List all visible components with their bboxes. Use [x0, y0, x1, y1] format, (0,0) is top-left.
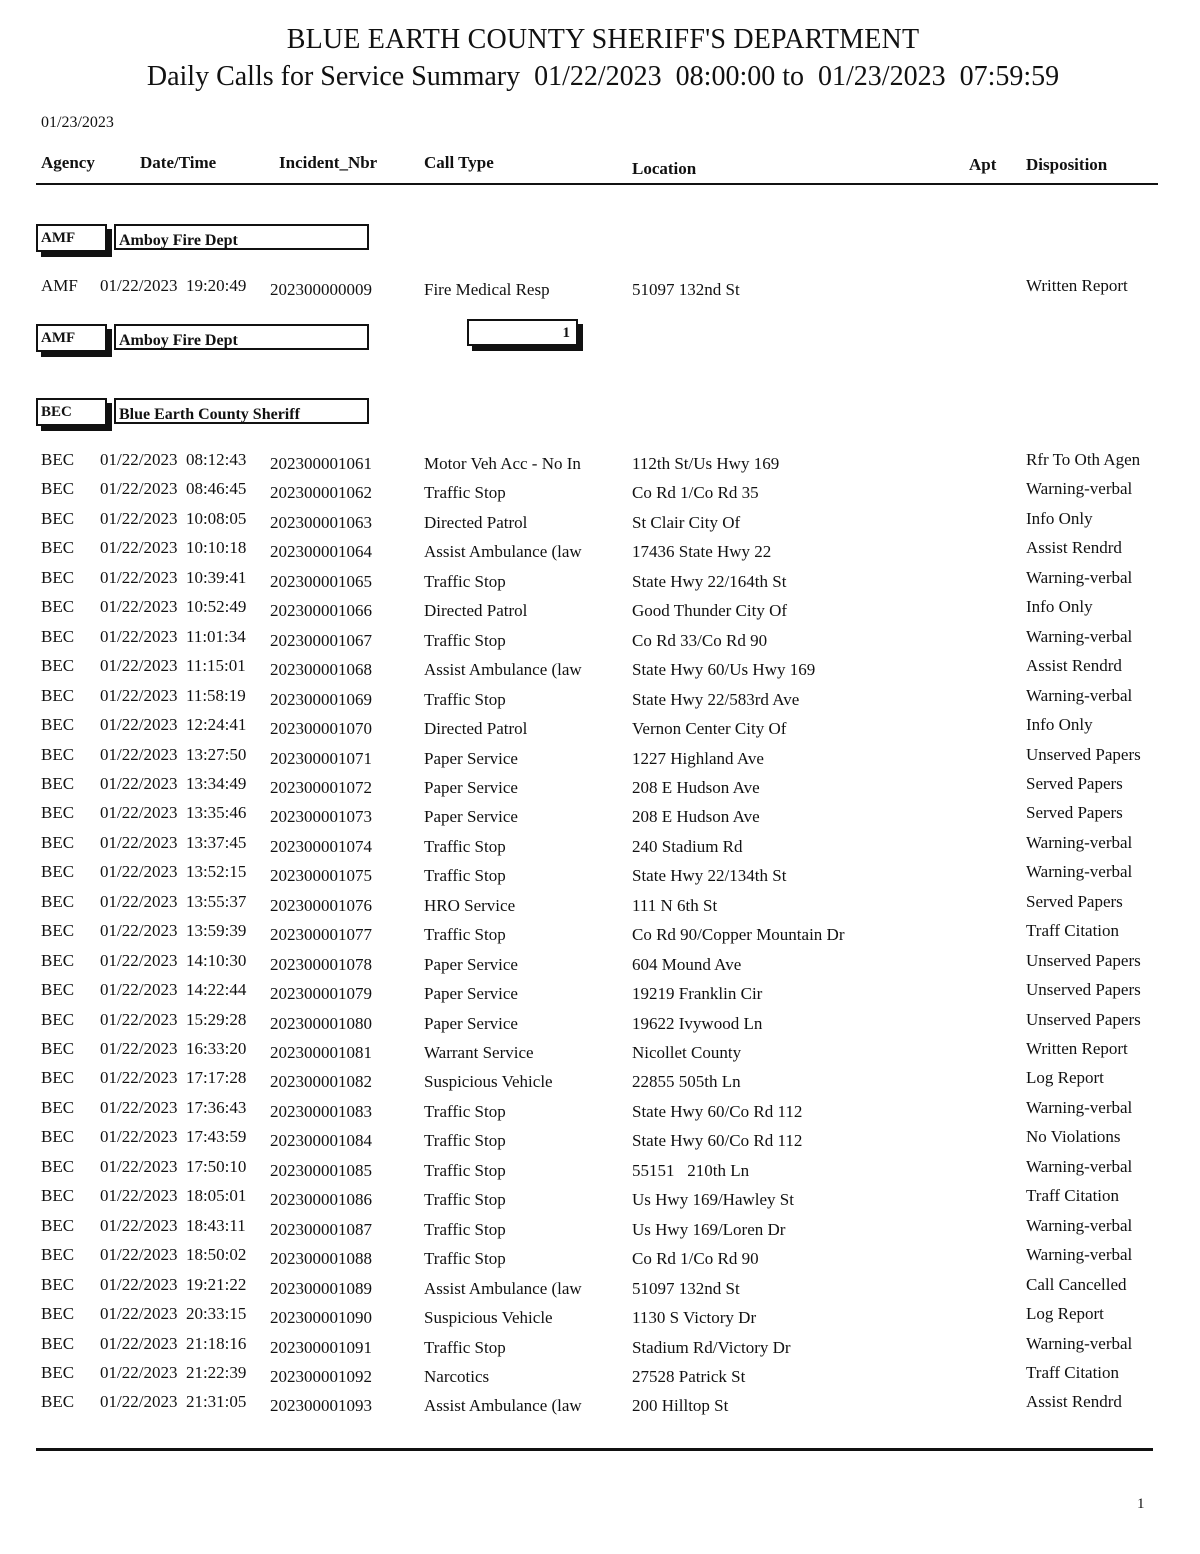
- table-row: [0, 1068, 1200, 1096]
- column-header-disposition: Disposition: [1026, 155, 1108, 174]
- incident-number-cell: 202300001090: [270, 1308, 372, 1328]
- disposition-cell: Unserved Papers: [1026, 1009, 1141, 1029]
- incident-number-cell: 202300001081: [270, 1043, 372, 1062]
- location-cell: Nicollet County: [632, 1043, 742, 1062]
- disposition-cell: Served Papers: [1026, 773, 1123, 793]
- location-cell: State Hwy 60/Co Rd 112: [632, 1101, 803, 1121]
- agency-cell: BEC: [41, 1009, 75, 1029]
- agency-cell: BEC: [41, 1186, 75, 1206]
- disposition-cell: Traff Citation: [1026, 1186, 1120, 1206]
- disposition-cell: Warning-verbal: [1026, 1215, 1133, 1235]
- table-row: [0, 1245, 1200, 1273]
- location-cell: 1130 S Victory Dr: [632, 1308, 757, 1328]
- datetime-cell: 01/22/2023 13:35:46: [100, 803, 247, 823]
- table-row: [0, 833, 1200, 861]
- column-header-agency: Agency: [41, 153, 95, 172]
- datetime-cell: 01/22/2023 17:50:10: [100, 1156, 247, 1176]
- call-type-cell: Traffic Stop: [424, 1131, 506, 1151]
- location-cell: 208 E Hudson Ave: [632, 807, 760, 827]
- disposition-cell: Written Report: [1026, 1039, 1128, 1058]
- table-row: [0, 951, 1200, 979]
- table-row: [0, 479, 1200, 507]
- table-row: [0, 862, 1200, 890]
- disposition-cell: Warning-verbal: [1026, 1156, 1133, 1176]
- table-row: [0, 1304, 1200, 1332]
- datetime-cell: 01/22/2023 14:10:30: [100, 950, 247, 970]
- agency-cell: BEC: [41, 1362, 75, 1382]
- incident-number-cell: 202300001079: [270, 984, 372, 1004]
- call-type-cell: Suspicious Vehicle: [424, 1308, 553, 1328]
- agency-cell: BEC: [41, 1245, 75, 1265]
- call-type-cell: Assist Ambulance (law: [424, 1278, 582, 1298]
- agency-cell: BEC: [41, 626, 75, 646]
- disposition-cell: Traff Citation: [1026, 921, 1120, 941]
- group-name-amf: Amboy Fire Dept: [114, 224, 369, 250]
- disposition-cell: Traff Citation: [1026, 1362, 1120, 1382]
- table-row: [0, 1098, 1200, 1126]
- table-row: [0, 450, 1200, 478]
- disposition-cell: Unserved Papers: [1026, 950, 1141, 970]
- disposition-cell: No Violations: [1026, 1127, 1121, 1147]
- table-row: [0, 627, 1200, 655]
- incident-number-cell: 202300001069: [270, 689, 372, 709]
- column-header-location: Location: [632, 159, 697, 178]
- location-cell: 17436 State Hwy 22: [632, 542, 772, 562]
- agency-cell: BEC: [41, 567, 75, 587]
- column-header-datetime: Date/Time: [140, 153, 217, 172]
- incident-number-cell: 202300001073: [270, 807, 372, 827]
- location-cell: State Hwy 22/583rd Ave: [632, 689, 800, 709]
- table-row: [0, 1275, 1200, 1303]
- location-cell: 208 E Hudson Ave: [632, 777, 760, 797]
- datetime-cell: 01/22/2023 16:33:20: [100, 1039, 247, 1058]
- table-row: [0, 276, 1200, 304]
- call-type-cell: Traffic Stop: [424, 1190, 506, 1210]
- datetime-cell: 01/22/2023 18:43:11: [100, 1215, 246, 1235]
- location-cell: Us Hwy 169/Loren Dr: [632, 1219, 786, 1239]
- table-row: [0, 1157, 1200, 1185]
- incident-number-cell: 202300001082: [270, 1072, 372, 1092]
- incident-number-cell: 202300001075: [270, 866, 372, 886]
- call-type-cell: Paper Service: [424, 984, 518, 1004]
- call-type-cell: Assist Ambulance (law: [424, 660, 582, 680]
- call-type-cell: Paper Service: [424, 1013, 518, 1033]
- call-type-cell: Traffic Stop: [424, 866, 506, 886]
- datetime-cell: 01/22/2023 11:15:01: [100, 656, 246, 676]
- incident-number-cell: 202300001065: [270, 571, 372, 591]
- agency-cell: BEC: [41, 950, 75, 970]
- call-type-cell: Paper Service: [424, 807, 518, 827]
- incident-number-cell: 202300001063: [270, 512, 372, 532]
- incident-number-cell: 202300001084: [270, 1131, 372, 1151]
- agency-cell: AMF: [41, 276, 78, 295]
- incident-number-cell: 202300001086: [270, 1190, 372, 1210]
- agency-cell: BEC: [41, 1039, 75, 1058]
- table-row: [0, 1392, 1200, 1420]
- agency-cell: BEC: [41, 479, 75, 499]
- location-cell: 27528 Patrick St: [632, 1366, 746, 1386]
- disposition-cell: Warning-verbal: [1026, 567, 1133, 587]
- disposition-cell: Warning-verbal: [1026, 832, 1133, 852]
- group-count-amf: 1: [467, 319, 578, 346]
- datetime-cell: 01/22/2023 18:50:02: [100, 1245, 247, 1265]
- datetime-cell: 01/22/2023 10:10:18: [100, 538, 247, 558]
- disposition-cell: Warning-verbal: [1026, 685, 1133, 705]
- incident-number-cell: 202300001087: [270, 1219, 372, 1239]
- datetime-cell: 01/22/2023 13:27:50: [100, 744, 247, 764]
- datetime-cell: 01/22/2023 17:17:28: [100, 1068, 247, 1088]
- disposition-cell: Info Only: [1026, 508, 1093, 528]
- datetime-cell: 01/22/2023 11:01:34: [100, 626, 246, 646]
- table-row: [0, 597, 1200, 625]
- location-cell: Co Rd 90/Copper Mountain Dr: [632, 925, 845, 945]
- call-type-cell: Traffic Stop: [424, 689, 506, 709]
- call-type-cell: Suspicious Vehicle: [424, 1072, 553, 1092]
- disposition-cell: Warning-verbal: [1026, 1245, 1133, 1265]
- incident-number-cell: 202300001076: [270, 895, 372, 915]
- agency-cell: BEC: [41, 921, 75, 941]
- call-type-cell: Fire Medical Resp: [424, 280, 550, 299]
- call-type-cell: Traffic Stop: [424, 925, 506, 945]
- call-type-cell: Traffic Stop: [424, 836, 506, 856]
- call-type-cell: Motor Veh Acc - No In: [424, 454, 581, 473]
- incident-number-cell: 202300000009: [270, 280, 372, 299]
- disposition-cell: Warning-verbal: [1026, 1097, 1133, 1117]
- location-cell: State Hwy 22/134th St: [632, 866, 787, 886]
- incident-number-cell: 202300001080: [270, 1013, 372, 1033]
- column-header-incident: Incident_Nbr: [279, 153, 378, 172]
- agency-cell: BEC: [41, 1068, 75, 1088]
- disposition-cell: Rfr To Oth Agen: [1026, 450, 1141, 469]
- column-header-call-type: Call Type: [424, 153, 494, 172]
- agency-cell: BEC: [41, 1156, 75, 1176]
- datetime-cell: 01/22/2023 18:05:01: [100, 1186, 247, 1206]
- call-type-cell: Traffic Stop: [424, 1219, 506, 1239]
- disposition-cell: Info Only: [1026, 715, 1093, 735]
- call-type-cell: Assist Ambulance (law: [424, 1396, 582, 1416]
- datetime-cell: 01/22/2023 21:22:39: [100, 1362, 247, 1382]
- datetime-cell: 01/22/2023 10:39:41: [100, 567, 247, 587]
- table-row: [0, 686, 1200, 714]
- bottom-rule: [36, 1448, 1153, 1451]
- call-type-cell: Warrant Service: [424, 1043, 534, 1062]
- agency-cell: BEC: [41, 891, 75, 911]
- incident-number-cell: 202300001064: [270, 542, 372, 562]
- table-row: [0, 1127, 1200, 1155]
- call-type-cell: Directed Patrol: [424, 601, 528, 621]
- location-cell: State Hwy 60/Us Hwy 169: [632, 660, 816, 680]
- column-header-apt: Apt: [969, 155, 997, 174]
- disposition-cell: Assist Rendrd: [1026, 1392, 1122, 1412]
- agency-cell: BEC: [41, 450, 75, 469]
- agency-cell: BEC: [41, 508, 75, 528]
- group-footer-code-amf: AMF: [36, 324, 107, 352]
- table-row: [0, 980, 1200, 1008]
- location-cell: 51097 132nd St: [632, 1278, 740, 1298]
- call-type-cell: Paper Service: [424, 954, 518, 974]
- datetime-cell: 01/22/2023 10:08:05: [100, 508, 247, 528]
- agency-cell: BEC: [41, 832, 75, 852]
- call-type-cell: Traffic Stop: [424, 1249, 506, 1269]
- incident-number-cell: 202300001068: [270, 660, 372, 680]
- agency-cell: BEC: [41, 1215, 75, 1235]
- table-row: [0, 1216, 1200, 1244]
- incident-number-cell: 202300001066: [270, 601, 372, 621]
- location-cell: 240 Stadium Rd: [632, 836, 743, 856]
- datetime-cell: 01/22/2023 17:36:43: [100, 1097, 247, 1117]
- report-date: 01/23/2023: [41, 114, 114, 131]
- location-cell: 51097 132nd St: [632, 280, 740, 299]
- table-row: [0, 568, 1200, 596]
- agency-cell: BEC: [41, 1392, 75, 1412]
- location-cell: 112th St/Us Hwy 169: [632, 454, 780, 473]
- table-row: [0, 1039, 1200, 1067]
- incident-number-cell: 202300001067: [270, 630, 372, 650]
- disposition-cell: Call Cancelled: [1026, 1274, 1127, 1294]
- incident-number-cell: 202300001092: [270, 1366, 372, 1386]
- incident-number-cell: 202300001093: [270, 1396, 372, 1416]
- location-cell: 111 N 6th St: [632, 895, 718, 915]
- incident-number-cell: 202300001088: [270, 1249, 372, 1269]
- call-type-cell: Assist Ambulance (law: [424, 542, 582, 562]
- disposition-cell: Served Papers: [1026, 891, 1123, 911]
- call-type-cell: Traffic Stop: [424, 630, 506, 650]
- table-row: [0, 656, 1200, 684]
- location-cell: St Clair City Of: [632, 512, 741, 532]
- group-code-bec: BEC: [36, 398, 107, 426]
- table-row: [0, 1186, 1200, 1214]
- location-cell: Stadium Rd/Victory Dr: [632, 1337, 791, 1357]
- call-type-cell: Traffic Stop: [424, 1160, 506, 1180]
- agency-cell: BEC: [41, 744, 75, 764]
- location-cell: Co Rd 1/Co Rd 90: [632, 1249, 759, 1269]
- table-row: [0, 538, 1200, 566]
- disposition-cell: Log Report: [1026, 1068, 1104, 1088]
- incident-number-cell: 202300001070: [270, 719, 372, 739]
- location-cell: 19219 Franklin Cir: [632, 984, 763, 1004]
- call-type-cell: Paper Service: [424, 777, 518, 797]
- location-cell: Co Rd 1/Co Rd 35: [632, 483, 759, 503]
- agency-cell: BEC: [41, 1097, 75, 1117]
- table-row: [0, 1334, 1200, 1362]
- location-cell: 55151 210th Ln: [632, 1160, 750, 1180]
- disposition-cell: Warning-verbal: [1026, 1333, 1133, 1353]
- disposition-cell: Served Papers: [1026, 803, 1123, 823]
- agency-cell: BEC: [41, 980, 75, 1000]
- agency-cell: BEC: [41, 685, 75, 705]
- incident-number-cell: 202300001062: [270, 483, 372, 503]
- agency-cell: BEC: [41, 1333, 75, 1353]
- datetime-cell: 01/22/2023 19:21:22: [100, 1274, 247, 1294]
- datetime-cell: 01/22/2023 21:31:05: [100, 1392, 247, 1412]
- disposition-cell: Written Report: [1026, 276, 1128, 295]
- call-type-cell: HRO Service: [424, 895, 516, 915]
- call-type-cell: Traffic Stop: [424, 483, 506, 503]
- table-row: [0, 921, 1200, 949]
- location-cell: State Hwy 60/Co Rd 112: [632, 1131, 803, 1151]
- location-cell: 22855 505th Ln: [632, 1072, 741, 1092]
- datetime-cell: 01/22/2023 08:12:43: [100, 450, 247, 469]
- incident-number-cell: 202300001061: [270, 454, 372, 473]
- incident-number-cell: 202300001074: [270, 836, 372, 856]
- table-row: [0, 803, 1200, 831]
- datetime-cell: 01/22/2023 14:22:44: [100, 980, 247, 1000]
- agency-cell: BEC: [41, 862, 75, 882]
- datetime-cell: 01/22/2023 13:52:15: [100, 862, 247, 882]
- group-footer-name-amf: Amboy Fire Dept: [114, 324, 369, 350]
- location-cell: 200 Hilltop St: [632, 1396, 729, 1416]
- disposition-cell: Assist Rendrd: [1026, 656, 1122, 676]
- call-type-cell: Directed Patrol: [424, 512, 528, 532]
- disposition-cell: Warning-verbal: [1026, 862, 1133, 882]
- call-type-cell: Traffic Stop: [424, 1337, 506, 1357]
- datetime-cell: 01/22/2023 15:29:28: [100, 1009, 247, 1029]
- location-cell: Vernon Center City Of: [632, 719, 787, 739]
- table-row: [0, 774, 1200, 802]
- incident-number-cell: 202300001078: [270, 954, 372, 974]
- location-cell: Us Hwy 169/Hawley St: [632, 1190, 794, 1210]
- datetime-cell: 01/22/2023 13:59:39: [100, 921, 247, 941]
- datetime-cell: 01/22/2023 20:33:15: [100, 1304, 247, 1324]
- header-rule: [36, 183, 1158, 185]
- table-row: [0, 892, 1200, 920]
- incident-number-cell: 202300001071: [270, 748, 372, 768]
- disposition-cell: Unserved Papers: [1026, 980, 1141, 1000]
- datetime-cell: 01/22/2023 21:18:16: [100, 1333, 247, 1353]
- disposition-cell: Assist Rendrd: [1026, 538, 1122, 558]
- report-subtitle: Daily Calls for Service Summary 01/22/2023 08:00:00 to 01/23/2023 07:59:59: [146, 61, 1060, 92]
- disposition-cell: Info Only: [1026, 597, 1093, 617]
- agency-cell: BEC: [41, 597, 75, 617]
- location-cell: Good Thunder City Of: [632, 601, 788, 621]
- incident-number-cell: 202300001089: [270, 1278, 372, 1298]
- agency-cell: BEC: [41, 773, 75, 793]
- datetime-cell: 01/22/2023 19:20:49: [100, 276, 247, 295]
- table-row: [0, 509, 1200, 537]
- datetime-cell: 01/22/2023 13:55:37: [100, 891, 247, 911]
- agency-cell: BEC: [41, 1304, 75, 1324]
- incident-number-cell: 202300001091: [270, 1337, 372, 1357]
- location-cell: 1227 Highland Ave: [632, 748, 764, 768]
- agency-cell: BEC: [41, 1274, 75, 1294]
- datetime-cell: 01/22/2023 13:37:45: [100, 832, 247, 852]
- incident-number-cell: 202300001085: [270, 1160, 372, 1180]
- datetime-cell: 01/22/2023 08:46:45: [100, 479, 247, 499]
- call-type-cell: Traffic Stop: [424, 1101, 506, 1121]
- disposition-cell: Log Report: [1026, 1304, 1104, 1324]
- incident-number-cell: 202300001083: [270, 1101, 372, 1121]
- report-title: BLUE EARTH COUNTY SHERIFF'S DEPARTMENT: [286, 24, 920, 55]
- agency-cell: BEC: [41, 538, 75, 558]
- datetime-cell: 01/22/2023 13:34:49: [100, 773, 247, 793]
- agency-cell: BEC: [41, 715, 75, 735]
- table-row: [0, 745, 1200, 773]
- call-type-cell: Narcotics: [424, 1366, 490, 1386]
- datetime-cell: 01/22/2023 17:43:59: [100, 1127, 247, 1147]
- incident-number-cell: 202300001077: [270, 925, 372, 945]
- table-row: [0, 1363, 1200, 1391]
- page-number: 1: [1137, 1496, 1145, 1512]
- agency-cell: BEC: [41, 1127, 75, 1147]
- agency-cell: BEC: [41, 803, 75, 823]
- table-row: [0, 1010, 1200, 1038]
- location-cell: State Hwy 22/164th St: [632, 571, 787, 591]
- table-row: [0, 715, 1200, 743]
- call-type-cell: Directed Patrol: [424, 719, 528, 739]
- incident-number-cell: 202300001072: [270, 777, 372, 797]
- datetime-cell: 01/22/2023 10:52:49: [100, 597, 247, 617]
- call-type-cell: Traffic Stop: [424, 571, 506, 591]
- disposition-cell: Warning-verbal: [1026, 479, 1133, 499]
- datetime-cell: 01/22/2023 11:58:19: [100, 685, 246, 705]
- location-cell: 604 Mound Ave: [632, 954, 742, 974]
- group-code-amf: AMF: [36, 224, 107, 252]
- location-cell: Co Rd 33/Co Rd 90: [632, 630, 768, 650]
- call-type-cell: Paper Service: [424, 748, 518, 768]
- datetime-cell: 01/22/2023 12:24:41: [100, 715, 247, 735]
- disposition-cell: Unserved Papers: [1026, 744, 1141, 764]
- agency-cell: BEC: [41, 656, 75, 676]
- location-cell: 19622 Ivywood Ln: [632, 1013, 763, 1033]
- group-name-bec: Blue Earth County Sheriff: [114, 398, 369, 424]
- disposition-cell: Warning-verbal: [1026, 626, 1133, 646]
